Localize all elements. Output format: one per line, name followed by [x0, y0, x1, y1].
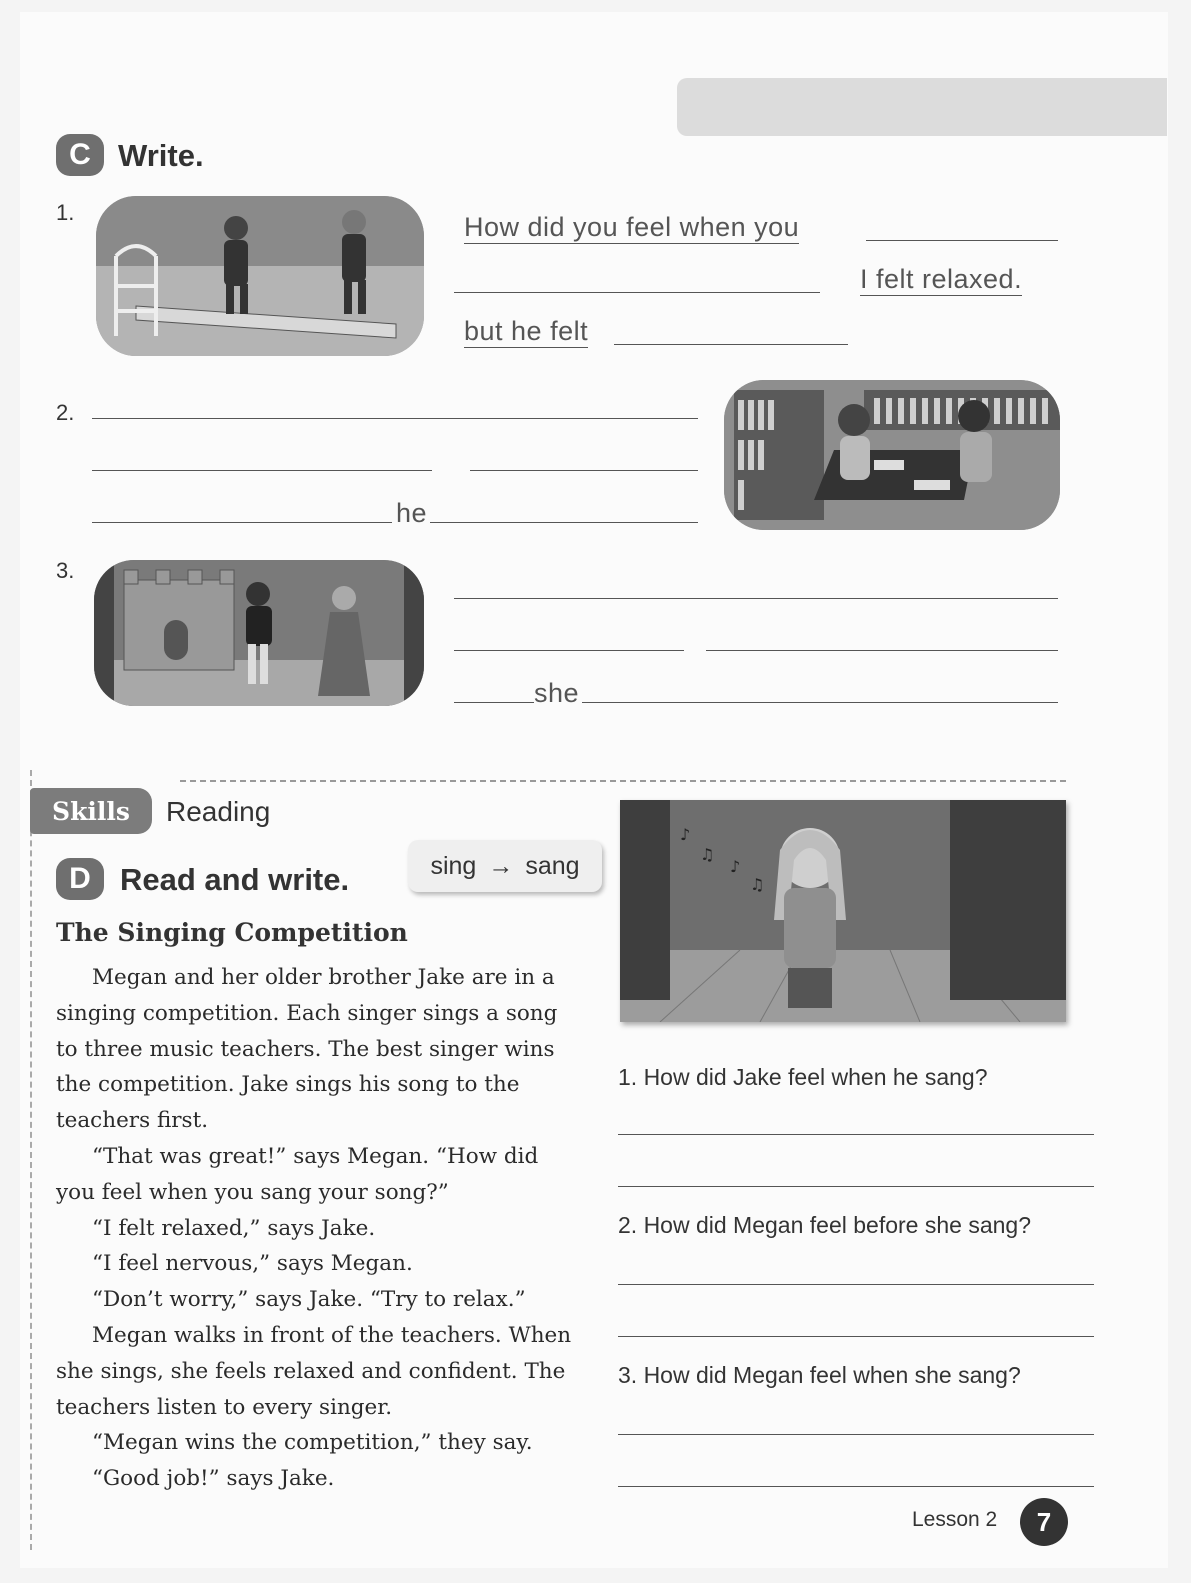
- school-play-illustration: [94, 560, 424, 706]
- verb-hint-box: [408, 840, 602, 892]
- item-2-answer-line: [430, 522, 698, 523]
- story-paragraph: Megan walks in front of the teachers. When she sings, she feels relaxed and confident. The teachers listen to every singer.: [56, 1322, 572, 1420]
- section-d-badge: D: [56, 858, 104, 900]
- story-paragraph: “Don’t worry,” says Jake. “Try to relax.”: [92, 1287, 526, 1313]
- svg-text:♪: ♪: [680, 825, 691, 844]
- item-1-answer-line: [454, 292, 820, 293]
- svg-text:♪: ♪: [730, 857, 741, 876]
- question-1: 1. How did Jake feel when he sang?: [618, 1064, 988, 1090]
- show-through-banner: [677, 78, 1167, 136]
- question-1-answer-line: [618, 1186, 1094, 1187]
- question-2-answer-line: [618, 1284, 1094, 1285]
- item-2-answer-line: [92, 418, 698, 419]
- item-2-sentence-hint: he: [396, 498, 428, 528]
- svg-text:♫: ♫: [750, 875, 765, 894]
- item-2-answer-line: [92, 470, 432, 471]
- hint-present: sing: [430, 851, 477, 880]
- question-1-answer-line: [618, 1134, 1094, 1135]
- section-c-badge: C: [56, 134, 104, 176]
- story-paragraph: “Good job!” says Jake.: [92, 1466, 335, 1492]
- question-2-answer-line: [618, 1336, 1094, 1337]
- story-paragraph: Megan and her older brother Jake are in a singing competition. Each singer sings a song to three music teachers. The best singer wins the competition. Jake sings his song to the teachers first.: [56, 965, 558, 1134]
- library-illustration: [724, 380, 1060, 530]
- item-3-answer-line: [454, 598, 1058, 599]
- item-3-sentence-hint: she: [534, 678, 580, 708]
- item-3-answer-line: [454, 650, 684, 651]
- story-title: The Singing Competition: [56, 918, 408, 947]
- item-1-answer-line: [614, 344, 848, 345]
- item-2-number: 2.: [56, 400, 75, 425]
- diving-board-illustration: [96, 196, 424, 356]
- svg-text:♫: ♫: [700, 845, 715, 864]
- item-2-answer-line: [470, 470, 698, 471]
- singer-illustration: [620, 800, 1066, 1022]
- item-1-sentence-part1: How did you feel when you: [464, 212, 800, 242]
- page-number: 7: [1020, 1498, 1068, 1546]
- item-1-sentence-part3: but he felt: [464, 316, 589, 346]
- skills-type: Reading: [166, 796, 271, 827]
- arrow-icon: →: [488, 851, 514, 880]
- story-paragraph: “I felt relaxed,” says Jake.: [92, 1215, 376, 1241]
- section-d-heading: Read and write.: [120, 862, 350, 897]
- question-3: 3. How did Megan feel when she sang?: [618, 1362, 1021, 1388]
- story-text: [56, 960, 576, 1497]
- hint-past: sang: [525, 851, 580, 880]
- margin-divider: [30, 770, 32, 1550]
- lesson-label: Lesson 2: [912, 1508, 998, 1531]
- question-3-answer-line: [618, 1486, 1094, 1487]
- question-2: 2. How did Megan feel before she sang?: [618, 1212, 1031, 1238]
- skills-tag: Skills: [30, 788, 152, 834]
- item-3-number: 3.: [56, 558, 75, 583]
- item-1-sentence-part2: I felt relaxed.: [860, 264, 1023, 294]
- item-1-answer-line: [866, 240, 1058, 241]
- story-paragraph: “That was great!” says Megan. “How did you feel when you sang your song?”: [56, 1143, 539, 1205]
- item-3-answer-line: [454, 702, 534, 703]
- story-paragraph: “I feel nervous,” says Megan.: [92, 1251, 413, 1277]
- section-divider: [180, 780, 1066, 782]
- story-paragraph: “Megan wins the competition,” they say.: [92, 1430, 533, 1456]
- item-2-answer-line: [92, 522, 392, 523]
- item-3-answer-line: [706, 650, 1058, 651]
- question-3-answer-line: [618, 1434, 1094, 1435]
- item-3-answer-line: [582, 702, 1058, 703]
- section-c-heading: Write.: [118, 138, 204, 173]
- item-1-number: 1.: [56, 200, 75, 225]
